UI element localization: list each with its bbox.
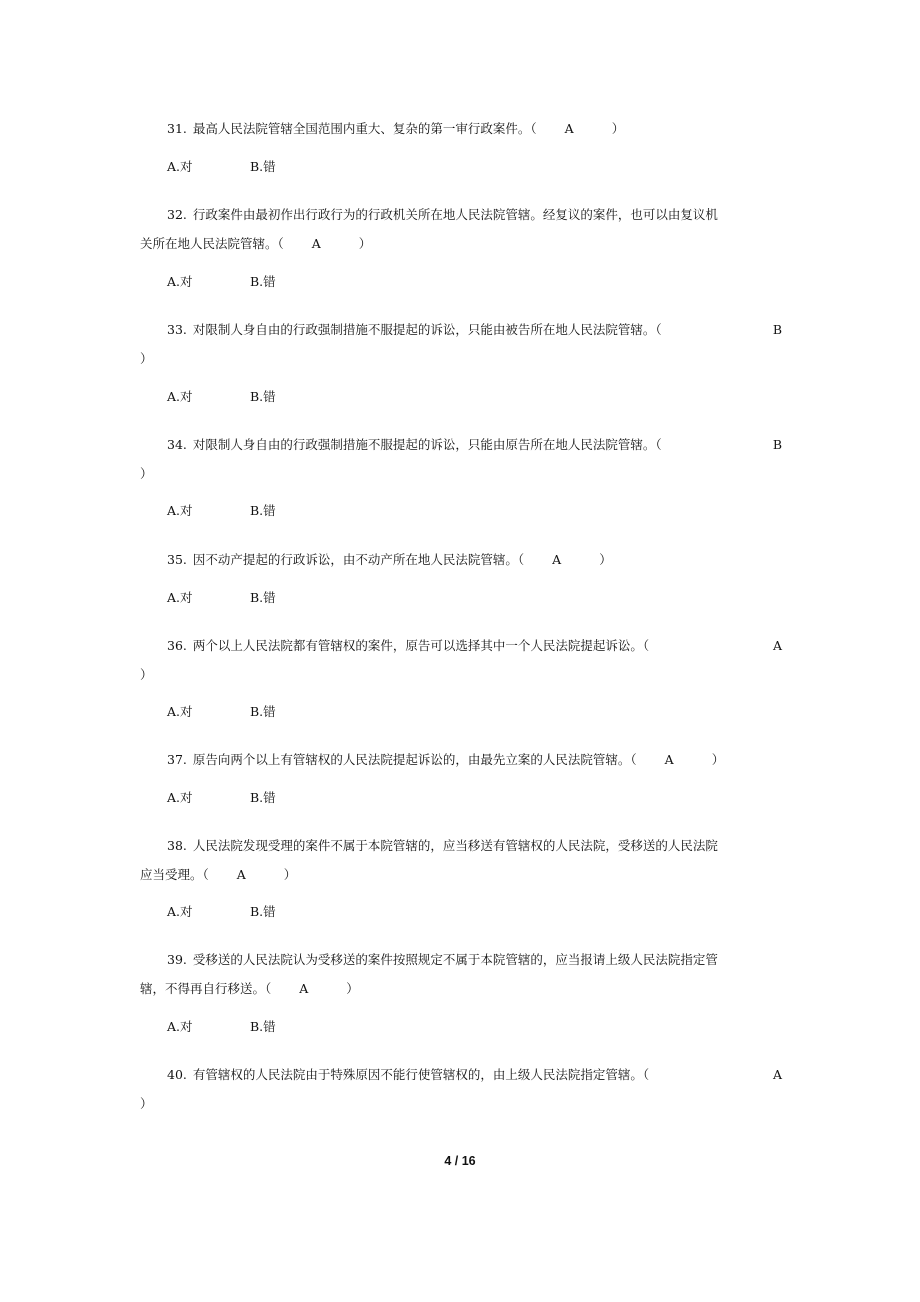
question-number: 32. <box>167 207 187 222</box>
option-a: A.对 <box>167 590 193 605</box>
question-40 <box>140 1060 782 1118</box>
options-37 <box>167 788 276 806</box>
question-text: 人民法院发现受理的案件不属于本院管辖的，应当移送有管辖权的人民法院，受移送的人民法院 <box>192 838 718 853</box>
answer: A <box>552 552 562 567</box>
answer: A <box>664 752 674 767</box>
option-a: A.对 <box>167 159 193 174</box>
question-text-cont: 关所在地人民法院管辖。（ <box>140 236 284 251</box>
options-33 <box>167 387 276 405</box>
options-38 <box>167 902 276 920</box>
question-36 <box>140 631 782 689</box>
options-31 <box>167 157 276 175</box>
question-text: 原告向两个以上有管辖权的人民法院提起诉讼的，由最先立案的人民法院管辖。（ <box>192 752 637 767</box>
question-32 <box>140 200 782 258</box>
question-number: 40. <box>167 1067 187 1082</box>
question-text: 两个以上人民法院都有管辖权的案件，原告可以选择其中一个人民法院提起诉讼。（ <box>192 638 650 653</box>
option-b: B.错 <box>250 503 276 518</box>
option-b: B.错 <box>250 159 276 174</box>
option-b: B.错 <box>250 590 276 605</box>
answer: B <box>772 437 782 452</box>
question-35 <box>140 545 782 574</box>
question-text: 行政案件由最初作出行政行为的行政机关所在地人民法院管辖。经复议的案件，也可以由复议机 <box>192 207 718 222</box>
option-b: B.错 <box>250 704 276 719</box>
options-34 <box>167 501 276 519</box>
question-37 <box>140 745 782 774</box>
options-35 <box>167 588 276 606</box>
question-text: 有管辖权的人民法院由于特殊原因不能行使管辖权的，由上级人民法院指定管辖。（ <box>192 1067 650 1082</box>
close-paren: ） <box>140 466 153 481</box>
question-text: 受移送的人民法院认为受移送的案件按照规定不属于本院管辖的，应当报请上级人民法院指定管 <box>192 952 718 967</box>
question-text: 对限制人身自由的行政强制措施不服提起的诉讼，只能由被告所在地人民法院管辖。（ <box>192 322 662 337</box>
question-number: 37. <box>167 752 187 767</box>
question-number: 33. <box>167 322 187 337</box>
option-b: B.错 <box>250 274 276 289</box>
options-32 <box>167 272 276 290</box>
close-paren: ） <box>346 981 359 996</box>
question-text: 对限制人身自由的行政强制措施不服提起的诉讼，只能由原告所在地人民法院管辖。（ <box>192 437 662 452</box>
question-number: 39. <box>167 952 187 967</box>
close-paren: ） <box>140 667 153 682</box>
close-paren: ） <box>611 121 625 136</box>
close-paren: ） <box>140 351 153 366</box>
option-a: A.对 <box>167 790 193 805</box>
option-a: A.对 <box>167 389 193 404</box>
answer: B <box>772 322 782 337</box>
question-number: 36. <box>167 638 187 653</box>
option-a: A.对 <box>167 704 193 719</box>
question-number: 38. <box>167 838 187 853</box>
option-a: A.对 <box>167 274 193 289</box>
option-b: B.错 <box>250 389 276 404</box>
question-text-cont: 辖，不得再自行移送。（ <box>140 981 272 996</box>
close-paren: ） <box>283 867 297 882</box>
question-text: 最高人民法院管辖全国范围内重大、复杂的第一审行政案件。（ <box>192 121 537 136</box>
option-a: A.对 <box>167 503 193 518</box>
question-number: 31. <box>167 121 187 136</box>
question-39 <box>140 945 782 1003</box>
answer: A <box>311 236 321 251</box>
question-38 <box>140 831 782 889</box>
page-number: 4 / 16 <box>444 1154 476 1168</box>
question-number: 35. <box>167 552 187 567</box>
close-paren: ） <box>358 236 372 251</box>
close-paren: ） <box>140 1096 153 1111</box>
close-paren: ） <box>711 752 725 767</box>
answer: A <box>772 1067 782 1082</box>
question-34 <box>140 430 782 488</box>
question-number: 34. <box>167 437 187 452</box>
option-a: A.对 <box>167 904 193 919</box>
option-b: B.错 <box>250 904 276 919</box>
close-paren: ） <box>599 552 612 567</box>
option-b: B.错 <box>250 1019 276 1034</box>
question-33 <box>140 315 782 373</box>
question-31 <box>140 114 782 143</box>
options-39 <box>167 1017 276 1035</box>
answer: A <box>564 121 574 136</box>
question-text-cont: 应当受理。（ <box>140 867 209 882</box>
answer: A <box>772 638 782 653</box>
question-text: 因不动产提起的行政诉讼，由不动产所在地人民法院管辖。（ <box>192 552 525 567</box>
options-36 <box>167 702 276 720</box>
option-b: B.错 <box>250 790 276 805</box>
answer: A <box>236 867 246 882</box>
answer: A <box>299 981 309 996</box>
option-a: A.对 <box>167 1019 193 1034</box>
